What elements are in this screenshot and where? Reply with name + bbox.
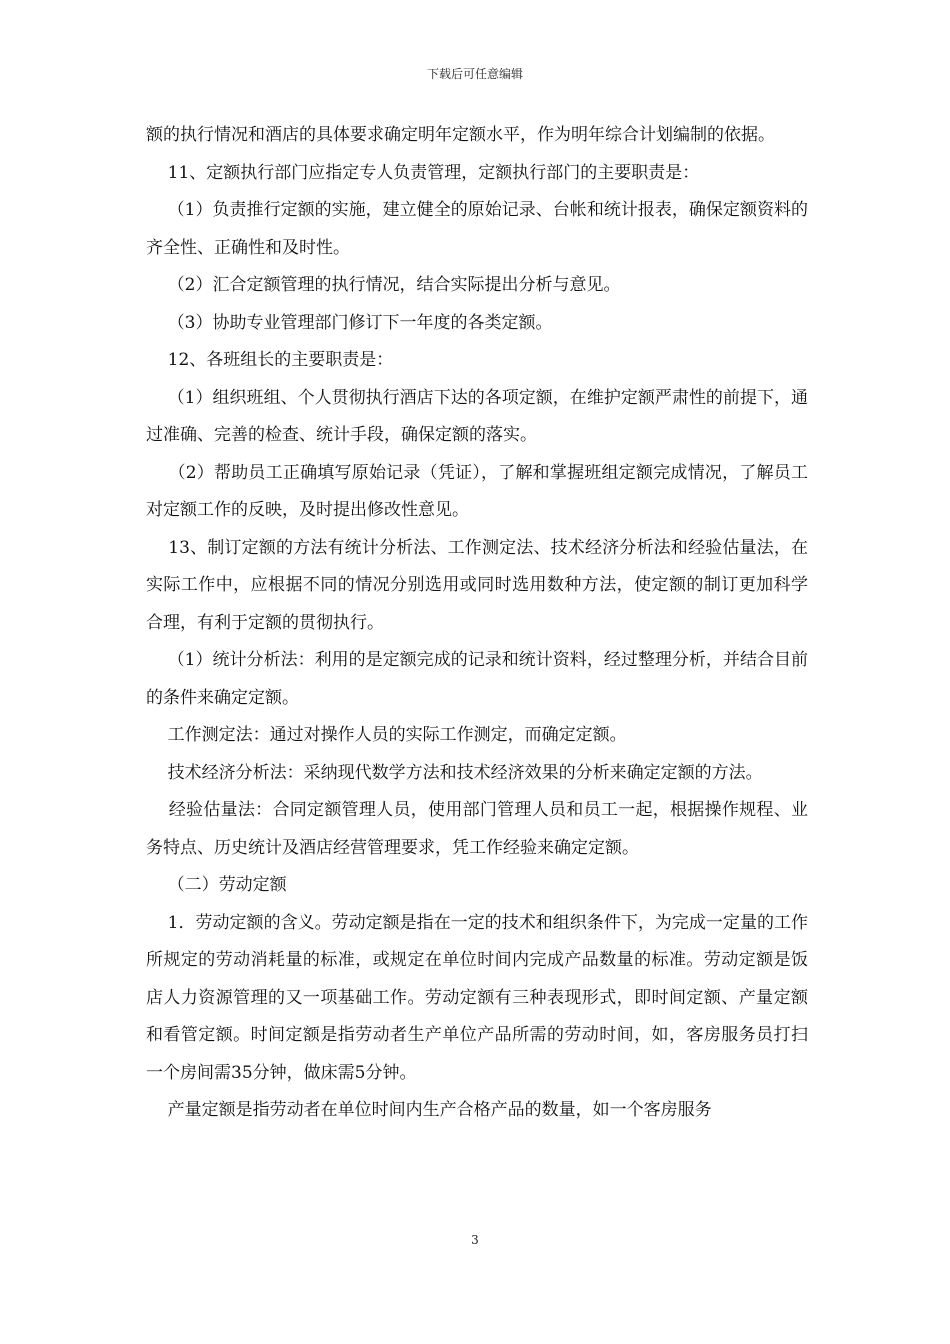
page-header: 下载后可任意编辑: [426, 67, 523, 81]
paragraph: （1）统计分析法：利用的是定额完成的记录和统计资料，经过整理分析，并结合目前的条件来确定定额。: [146, 650, 808, 708]
paragraph: （2）帮助员工正确填写原始记录（凭证），了解和掌握班组定额完成情况，了解员工对定额工作的反映，及时提出修改性意见。: [146, 462, 808, 520]
paragraph: 产量定额是指劳动者在单位时间内生产合格产品的数量，如一个客房服务: [146, 1100, 712, 1120]
paragraph: 11、定额执行部门应指定专人负责管理，定额执行部门的主要职责是：: [146, 162, 700, 183]
paragraph: （1）负责推行定额的实施，建立健全的原始记录、台帐和统计报表，确保定额资料的齐全性、正确性和及时性。: [146, 200, 808, 258]
document-body: [146, 117, 808, 1130]
paragraph: 工作测定法：通过对操作人员的实际工作测定，而确定定额。: [146, 725, 627, 745]
section-heading: （二）劳动定额: [146, 875, 287, 895]
page-number: 3: [471, 1233, 479, 1247]
paragraph: （1）组织班组、个人贯彻执行酒店下达的各项定额，在维护定额严肃性的前提下，通过准确、完善的检查、统计手段，确保定额的落实。: [146, 387, 808, 445]
paragraph: 12、各班组长的主要职责是：: [146, 350, 394, 370]
paragraph: 技术经济分析法：采纳现代数学方法和技术经济效果的分析来确定定额的方法。: [146, 762, 763, 783]
paragraph: 额的执行情况和酒店的具体要求确定明年定额水平，作为明年综合计划编制的依据。: [146, 125, 775, 145]
paragraph: （3）协助专业管理部门修订下一年度的各类定额。: [146, 312, 553, 333]
paragraph: 经验估量法：合同定额管理人员，使用部门管理人员和员工一起，根据操作规程、业务特点、历史统计及酒店经营管理要求，凭工作经验来确定定额。: [146, 800, 809, 858]
paragraph: （2）汇合定额管理的执行情况，结合实际提出分析与意见。: [146, 275, 621, 295]
paragraph: 13、制订定额的方法有统计分析法、工作测定法、技术经济分析法和经验估量法，在实际工作中，应根据不同的情况分别选用或同时选用数种方法，使定额的制订更加科学合理，有利于定额的贯彻执行。: [146, 537, 808, 633]
paragraph: 1．劳动定额的含义。劳动定额是指在一定的技术和组织条件下，为完成一定量的工作所规定的劳动消耗量的标准，或规定在单位时间内完成产品数量的标准。劳动定额是饭店人力资源管理的又一项基础工作。劳动定额有三种表现形式，即时间定额、产量定额和看管定额。时间定额是指劳动者生产单位产品所需的劳动时间，如，客房服务员打扫一个房间需35分钟，做床需5分钟。: [146, 912, 808, 1083]
